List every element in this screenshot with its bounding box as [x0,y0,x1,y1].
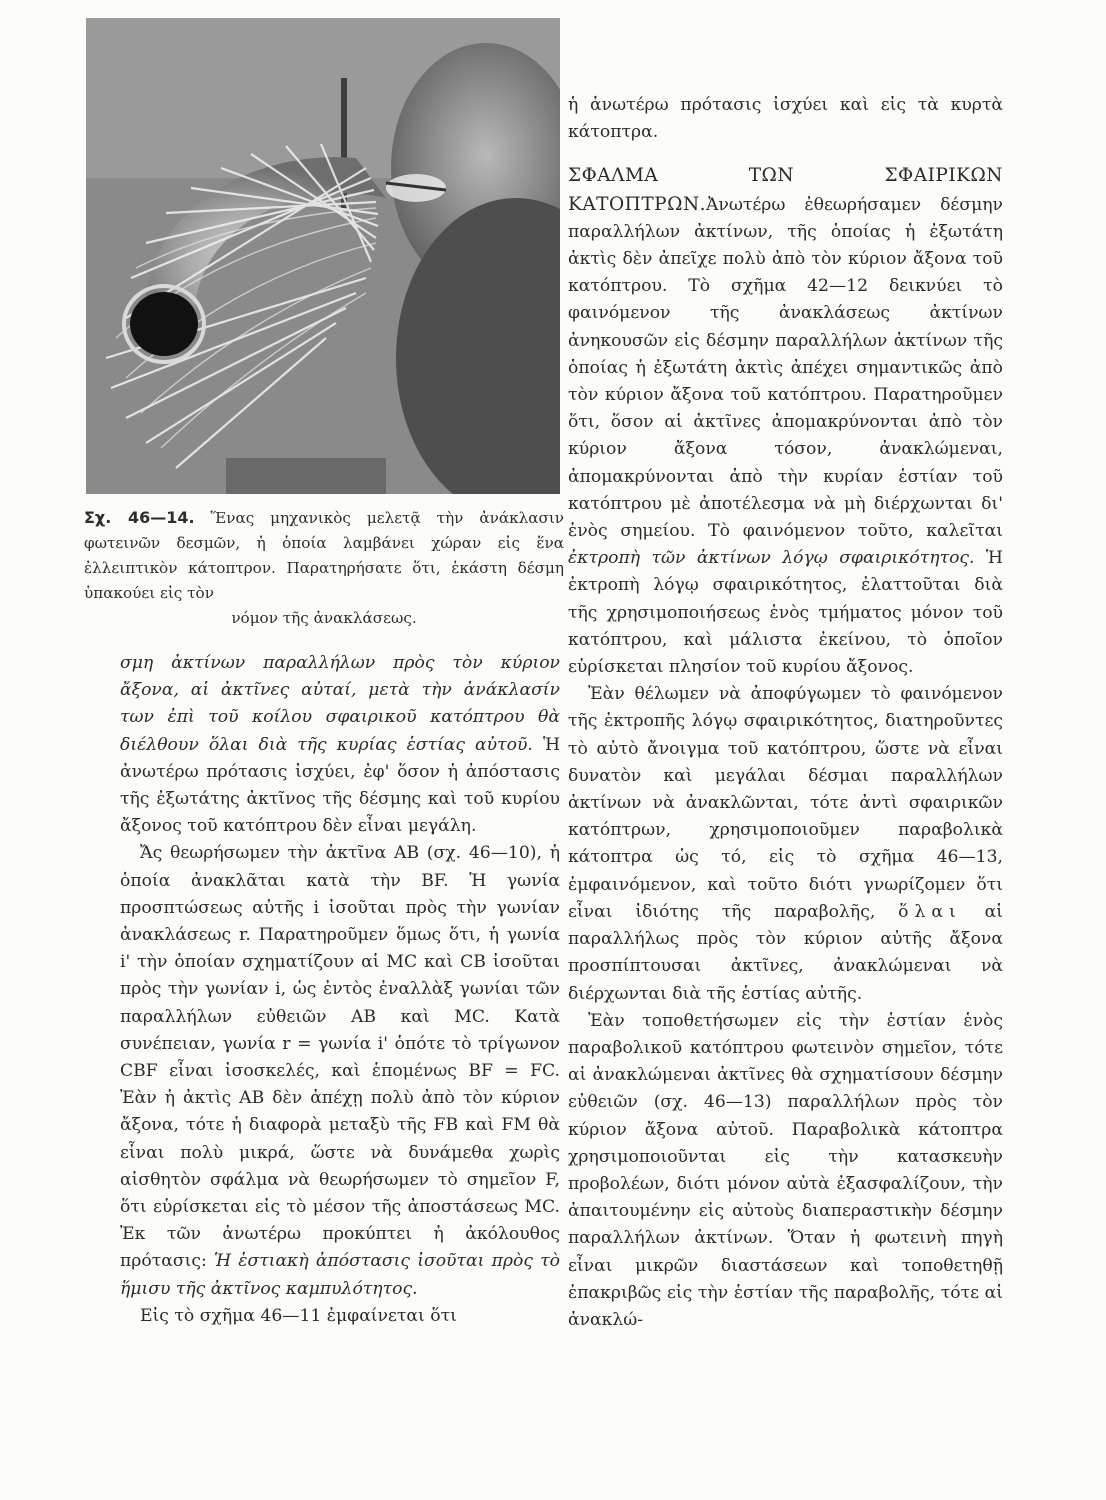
left-column [120,650,560,1330]
paragraph [120,840,560,1302]
paragraph-text: Ἡ ἀνωτέρω πρότασις ἰσχύει, ἐφ' ὅσον ἡ ἀπόστασις τῆς ἐξωτάτης ἀκτῖνος τῆς δέσμης καὶ τοῦ κυρίου ἄξονος τοῦ κατόπτρου δὲν εἶναι μεγάλη. [120,734,560,837]
paragraph-text: Ἐὰν θέλωμεν νὰ ἀποφύγωμεν τὸ φαινόμενον τῆς ἐκτροπῆς λόγῳ σφαιρικότητος, διατηροῦντες τὸ αὐτὸ ἄνοιγμα τοῦ κατόπτρου, ὥστε νὰ εἶναι δυνατὸν καὶ μεγάλαι δέσμαι παραλλήλων ἀκτίνων νὰ ἀνακλῶνται, τότε ἀντὶ σφαιρικῶν κατόπτρων, χρησιμοποιοῦμεν παραβολικὰ κάτοπτρα ὡς τό, εἰς τὸ σχῆμα 46—13, ἐμφαινόμενον, καὶ τοῦτο διότι γνωρίζομεν ὅτι εἶναι ἰδιότης τῆς παραβολῆς, [568,684,1003,922]
paragraph [120,650,560,840]
italic-text: ἐκτροπὴ τῶν ἀκτίνων λόγῳ σφαιρικότητος. [568,548,975,569]
italic-text: σμη ἀκτίνων παραλλήλων πρὸς τὸν κύριον ἄξονα, αἱ ἀκτῖνες αὐταί, μετὰ τὴν ἀνάκλασίν των ἐπὶ τοῦ κοίλου σφαιρικοῦ κατόπτρου θὰ διέλθουν ὅλαι διὰ τῆς κυρίας ἑστίας αὐτοῦ. [120,653,560,755]
figure-photo [86,18,560,494]
paragraph-text: Ἀνωτέρω ἐθεωρήσαμεν δέσμην παραλλήλων ἀκτίνων, τῆς ὁποίας ἡ ἐξωτάτη ἀκτὶς δὲν ἀπεῖχε πολὺ ἀπὸ τὸν κύριον ἄξονα τοῦ κατόπτρου. Τὸ σχῆμα 42—12 δεικνύει τὸ φαινόμενον τῆς ἀνακλάσεως ἀκτίνων ἀνηκουσῶν εἰς δέσμην παραλλήλων ἀκτίνων τῆς ὁποίας ἡ ἐξωτάτη ἀκτὶς ἀπέχει σημαντικῶς ἀπὸ τὸν κύριον ἄξονα τοῦ κατόπτρου. Παρατηροῦμεν ὅτι, ὅσον αἱ ἀκτῖνες ἀπομακρύνονται ἀπὸ τὸν κύριον ἄξονα τόσον, ἀνακλώμεναι, ἀπομακρύνονται ἀπὸ τὴν κυρίαν ἑστίαν τοῦ κατόπτρου μὲ ἀποτέλεσμα νὰ μὴ διέρχωνται δι' ἑνὸς σημείου. Τὸ φαινόμενον τοῦτο, καλεῖται [568,194,1003,542]
paragraph: Ἐὰν τοποθετήσωμεν εἰς τὴν ἑστίαν ἑνὸς παραβολικοῦ κατόπτρου φωτεινὸν σημεῖον, τότε αἱ ἀνακλώμεναι ἀκτῖνες θὰ σχηματίσουν δέσμην εὐθειῶν (σχ. 46—13) παραλλήλων πρὸς τὸν κύριον ἄξονα αὐτοῦ. Παραβολικὰ κάτοπτρα χρησιμοποιοῦνται εἰς τὴν κατασκευὴν προβολέων, διότι μόνον αὐτὰ ἐξασφαλίζουν, τὴν ἀπαιτουμένην εἰς αὐτοὺς διαπεραστικὴν δέσμην παραλλήλων ἀκτίνων. Ὅταν ἡ φωτεινὴ πηγὴ εἶναι μικρῶν διαστάσεων καὶ τοποθετηθῇ ἐπακριβῶς εἰς τὴν ἑστίαν τῆς παραβολῆς, τότε αἱ ἀνακλώ- [568,1010,1003,1330]
paragraph [568,681,1003,1007]
figure-caption-last-line: νόμον τῆς ἀνακλάσεως. [231,609,417,627]
figure-caption [84,505,564,631]
section-heading: ΣΦΑΛΜΑ ΤΩΝ ΣΦΑΙΡΙΚΩΝ ΚΑΤΟΠΤΡΩΝ. [568,165,1003,215]
paragraph: Εἰς τὸ σχῆμα 46—11 ἐμφαίνεται ὅτι [140,1305,457,1326]
spaced-text: ὅλαι [898,901,962,922]
right-column [568,92,1003,1334]
paragraph-text: Ἡ ἐκτροπὴ λόγῳ σφαιρικότητος, ἐλαττοῦται διὰ τῆς χρησιμοποιήσεως ἑνὸς τμήματος μόνον τοῦ κατόπτρου, καὶ μάλιστα ἐκείνου, τὸ ὁποῖον εὑρίσκεται πλησίον τοῦ κυρίου ἄξονος. [568,548,1003,678]
figure-label: Σχ. 46—14. [84,508,195,527]
paragraph: ἡ ἀνωτέρω πρότασις ἰσχύει καὶ εἰς τὰ κυρτὰ κάτοπτρα. [568,95,1003,143]
paragraph-text: αἱ παραλλήλως πρὸς τὸν κύριον αὐτῆς ἄξονα προσπίπτουσαι ἀκτῖνες, ἀνακλώμεναι νὰ διέρχωνται διὰ τῆς ἑστίας αὐτῆς. [568,901,1004,1004]
paragraph-text: Ἄς θεωρήσωμεν τὴν ἀκτῖνα ΑΒ (σχ. 46—10), ἡ ὁποία ἀνακλᾶται κατὰ τὴν BF. Ἡ γωνία προσπτώσεως αὐτῆς i ἰσοῦται πρὸς τὴν γωνίαν ἀνακλάσεως r. Παρατηροῦμεν ὅμως ὅτι, ἡ γωνία i' τὴν ὁποίαν σχηματίζουν αἱ MC καὶ CB ἰσοῦται πρὸς τὴν γωνίαν i, ὡς ἐντὸς ἐναλλὰξ γωνίαι τῶν παραλλήλων εὐθειῶν ΑΒ καὶ MC. Κατὰ συνέπειαν, γωνία r = γωνία i' ὁπότε τὸ τρίγωνον CBF εἶναι ἰσοσκελές, καὶ ἑπομένως BF = FC. Ἐὰν ἡ ἀκτὶς ΑΒ δὲν ἀπέχῃ πολὺ ἀπὸ τὸν κύριον ἄξονα, τότε ἡ διαφορὰ μεταξὺ τῆς FB καὶ FM θὰ εἶναι πολὺ μικρά, ὥστε νὰ δυνάμεθα χωρὶς αἰσθητὸν σφάλμα νὰ θεωρήσωμεν τὸ σημεῖον F, ὅτι εὑρίσκεται εἰς τὸ μέσον τῆς ἀποστάσεως MC. Ἐκ τῶν ἀνωτέρω προκύπτει ἡ ἀκόλουθος πρότασις: [120,843,560,1272]
paragraph [568,162,1003,681]
italic-text: Ἡ ἑστιακὴ ἀπόστασις ἰσοῦται πρὸς τὸ ἥμισυ τῆς ἀκτῖνος καμπυλότητος. [120,1251,561,1299]
figure-caption-text: Ἕνας μηχανικὸς μελετᾷ τὴν ἀνάκλασιν φωτεινῶν δεσμῶν, ἡ ὁποία λαμβάνει χώραν εἰς ἕνα ἐλλειπτικὸν κάτοπτρον. Παρατηρήσατε ὅτι, ἑκάστη δέσμη ὑπακούει εἰς τὸν [84,509,565,602]
